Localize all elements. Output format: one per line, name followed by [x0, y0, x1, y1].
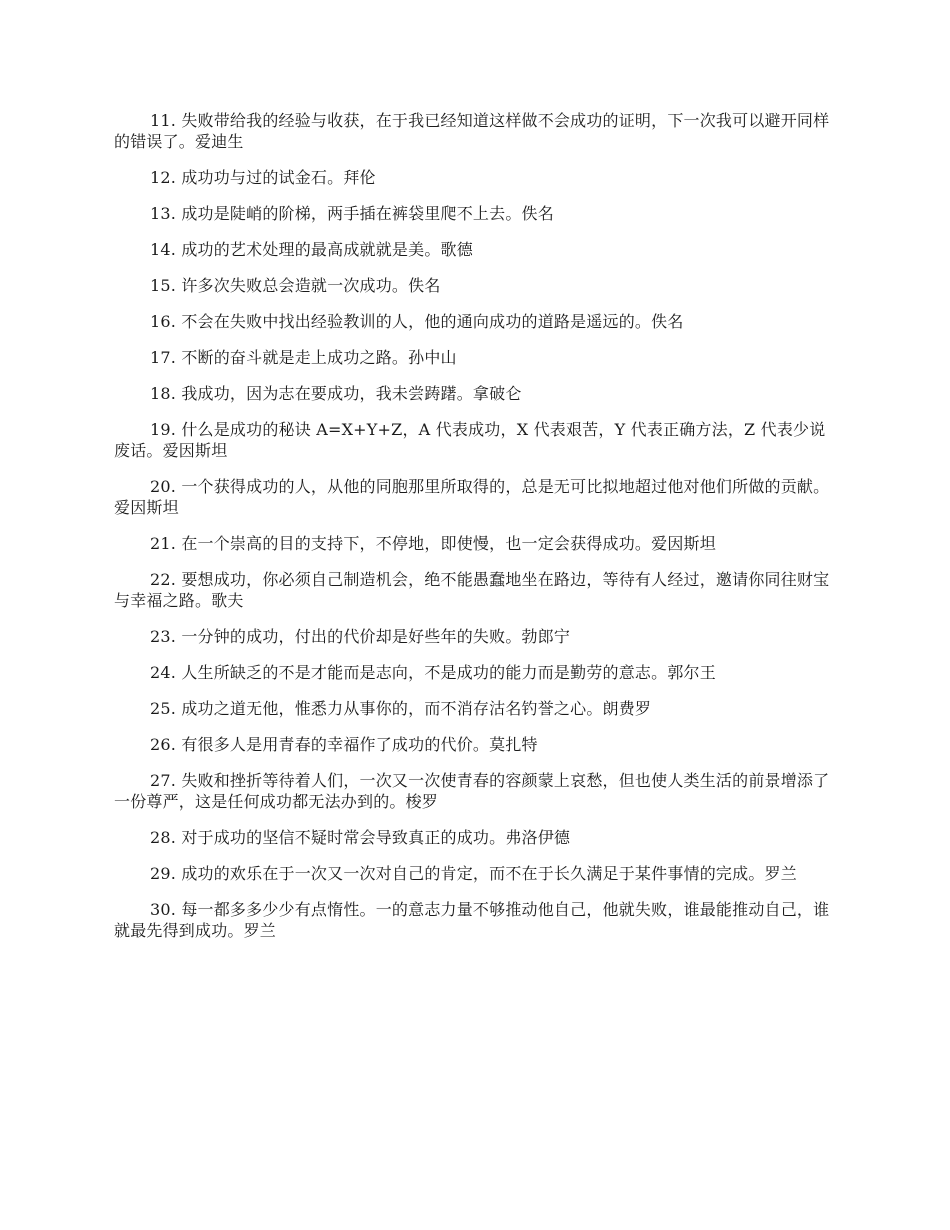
quote-item: 21. 在一个崇高的目的支持下，不停地，即使慢，也一定会获得成功。爱因斯坦: [150, 534, 716, 553]
quote-item: 23. 一分钟的成功，付出的代价却是好些年的失败。勃郎宁: [150, 627, 571, 646]
quote-item: 29. 成功的欢乐在于一次又一次对自己的肯定，而不在于长久满足于某件事情的完成。罗兰: [150, 864, 797, 883]
quote-item: 14. 成功的艺术处理的最高成就就是美。歌德: [150, 240, 473, 259]
quote-item: 18. 我成功，因为志在要成功，我未尝踌躇。拿破仑: [150, 384, 522, 403]
document-page: [114, 110, 838, 956]
quote-item: 28. 对于成功的坚信不疑时常会导致真正的成功。弗洛伊德: [150, 828, 571, 847]
quote-item: 30. 每一都多多少少有点惰性。一的意志力量不够推动他自己，他就失败，谁最能推动自己，谁就最先得到成功。罗兰: [114, 900, 830, 940]
quote-item: 20. 一个获得成功的人，从他的同胞那里所取得的，总是无可比拟地超过他对他们所做的贡献。爱因斯坦: [114, 477, 830, 517]
quote-item: 15. 许多次失败总会造就一次成功。佚名: [150, 276, 441, 295]
quote-item: 26. 有很多人是用青春的幸福作了成功的代价。莫扎特: [150, 735, 538, 754]
quote-item: 11. 失败带给我的经验与收获，在于我已经知道这样做不会成功的证明，下一次我可以避开同样的错误了。爱迪生: [114, 111, 830, 151]
quote-item: 25. 成功之道无他，惟悉力从事你的，而不消存沽名钓誉之心。朗费罗: [150, 699, 652, 718]
quote-item: 22. 要想成功，你必须自己制造机会，绝不能愚蠢地坐在路边，等待有人经过，邀请你同往财宝与幸福之路。歌夫: [114, 570, 830, 610]
quote-item: 19. 什么是成功的秘诀 A=X+Y+Z，A 代表成功，X 代表艰苦，Y 代表正确方法，Z 代表少说废话。爱因斯坦: [114, 420, 826, 460]
quote-item: 16. 不会在失败中找出经验教训的人，他的通向成功的道路是遥远的。佚名: [150, 312, 684, 331]
quote-item: 17. 不断的奋斗就是走上成功之路。孙中山: [150, 348, 457, 367]
quote-item: 27. 失败和挫折等待着人们，一次又一次使青春的容颜蒙上哀愁，但也使人类生活的前景增添了一份尊严，这是任何成功都无法办到的。梭罗: [114, 771, 830, 811]
quote-item: 24. 人生所缺乏的不是才能而是志向，不是成功的能力而是勤劳的意志。郭尔王: [150, 663, 716, 682]
quote-item: 12. 成功功与过的试金石。拜伦: [150, 168, 376, 187]
quote-item: 13. 成功是陡峭的阶梯，两手插在裤袋里爬不上去。佚名: [150, 204, 554, 223]
